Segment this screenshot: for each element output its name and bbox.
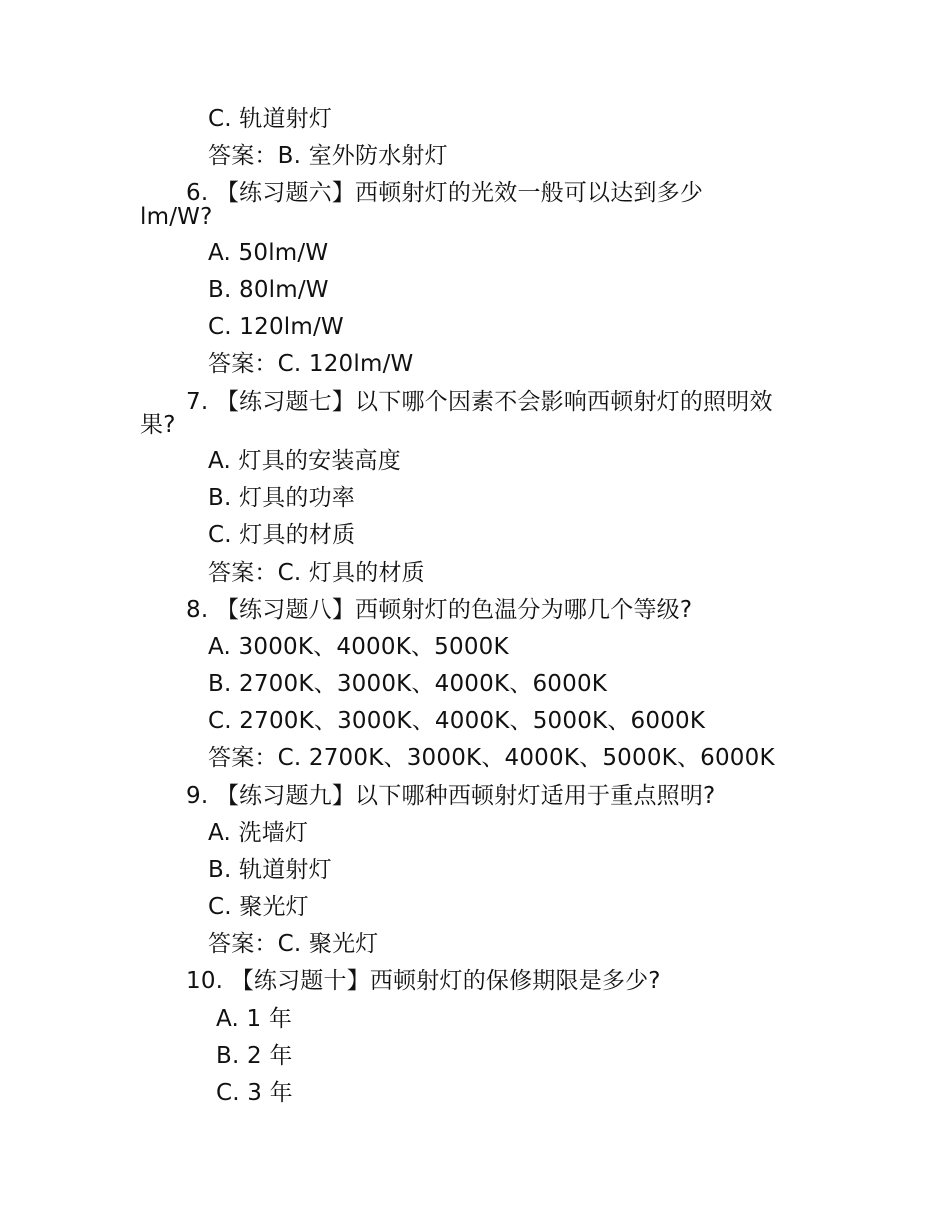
question-7-stem-wrap: 果?	[140, 412, 176, 438]
question-9-answer: 答案：C. 聚光灯	[208, 931, 379, 957]
question-8-option-c: C. 2700K、3000K、4000K、5000K、6000K	[208, 708, 706, 734]
question-9-stem: 9. 【练习题九】以下哪种西顿射灯适用于重点照明?	[186, 783, 716, 809]
question-9-option-b: B. 轨道射灯	[208, 857, 332, 883]
question-10-option-a: A. 1 年	[216, 1006, 293, 1032]
question-9-option-c: C. 聚光灯	[208, 894, 309, 920]
question-7-answer: 答案：C. 灯具的材质	[208, 560, 425, 586]
prev-question-answer: 答案：B. 室外防水射灯	[208, 143, 448, 169]
question-6-answer: 答案：C. 120lm/W	[208, 351, 414, 377]
question-7-stem: 7. 【练习题七】以下哪个因素不会影响西顿射灯的照明效	[186, 389, 773, 415]
question-8-answer: 答案：C. 2700K、3000K、4000K、5000K、6000K	[208, 745, 775, 771]
question-8-option-b: B. 2700K、3000K、4000K、6000K	[208, 671, 608, 697]
question-9-option-a: A. 洗墙灯	[208, 820, 309, 846]
question-8-stem: 8. 【练习题八】西顿射灯的色温分为哪几个等级?	[186, 597, 693, 623]
question-7-option-c: C. 灯具的材质	[208, 522, 356, 548]
prev-question-option-c: C. 轨道射灯	[208, 106, 333, 132]
question-7-option-b: B. 灯具的功率	[208, 485, 356, 511]
question-10-stem: 10. 【练习题十】西顿射灯的保修期限是多少?	[186, 968, 661, 994]
question-6-stem-wrap: lm/W?	[140, 204, 213, 230]
question-10-option-c: C. 3 年	[216, 1080, 293, 1106]
question-6-option-b: B. 80lm/W	[208, 277, 329, 303]
question-6-option-c: C. 120lm/W	[208, 314, 344, 340]
question-6-stem: 6. 【练习题六】西顿射灯的光效一般可以达到多少	[186, 180, 704, 206]
question-8-option-a: A. 3000K、4000K、5000K	[208, 634, 509, 660]
question-10-option-b: B. 2 年	[216, 1043, 293, 1069]
question-6-option-a: A. 50lm/W	[208, 240, 329, 266]
question-7-option-a: A. 灯具的安装高度	[208, 448, 401, 474]
